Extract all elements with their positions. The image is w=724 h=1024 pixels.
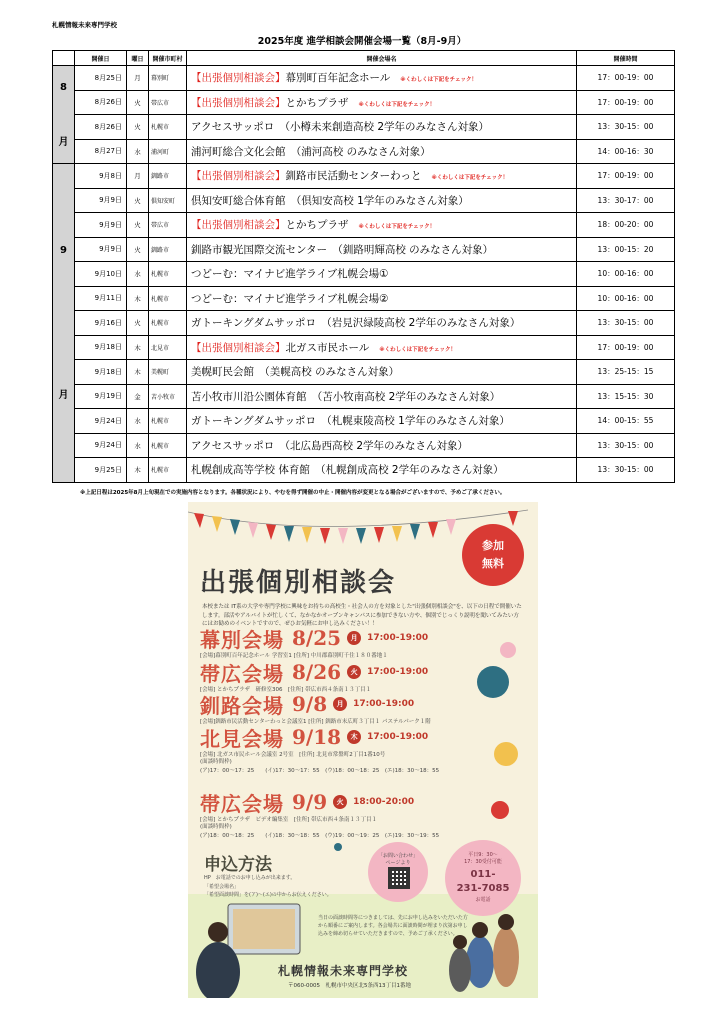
school-name-header: 札幌情報未来専門学校 xyxy=(52,21,117,29)
cell-date: 9月9日 xyxy=(75,237,127,262)
cell-date: 9月9日 xyxy=(75,213,127,238)
cell-weekday: 火 xyxy=(127,311,149,336)
cell-date: 9月19日 xyxy=(75,384,127,409)
contact-page-link[interactable]: 「お問い合わせ」 ページより xyxy=(368,842,428,902)
check-note: ※くわしくは下記をチェック！ xyxy=(400,77,477,84)
event-time: 17:00-19:00 xyxy=(367,732,429,742)
cell-city: 帯広市 xyxy=(149,90,187,115)
venue-name: 北ガス市民ホール xyxy=(285,341,370,354)
event-place: 釧路会場 xyxy=(200,693,284,718)
event-tag: 【出張個別相談会】 xyxy=(191,72,286,85)
cell-city: 北見市 xyxy=(149,335,187,360)
cell-date: 9月8日 xyxy=(75,164,127,189)
cell-time: 13：30-15：00 xyxy=(577,433,675,458)
cell-date: 8月27日 xyxy=(75,139,127,164)
event-time: 18:00-20:00 xyxy=(353,797,415,807)
notice-text: 当日の面談時間等につきましては、先にお申し込みをいただいた方から順番にご案内します。各会場共に面談時間が埋まり次第お申し込みを締め切らせていただきますので、予めご了承ください。 xyxy=(318,915,468,937)
cell-venue xyxy=(187,286,577,311)
table-row xyxy=(53,262,675,287)
cell-time: 17：00-19：00 xyxy=(577,66,675,91)
cell-weekday: 火 xyxy=(127,237,149,262)
cell-weekday: 月 xyxy=(127,66,149,91)
venue-name: アクセスサッポロ （小樽未来創造高校 2学年のみなさん対象） xyxy=(191,121,490,134)
cell-time: 17：00-19：00 xyxy=(577,90,675,115)
cell-weekday: 水 xyxy=(127,433,149,458)
venue-name: 倶知安町総合体育館 （倶知安高校 1学年のみなさん対象） xyxy=(191,194,469,207)
cell-weekday: 火 xyxy=(127,188,149,213)
cell-date: 9月18日 xyxy=(75,335,127,360)
badge-line2: 無料 xyxy=(482,557,504,570)
event-address: [会場]幕別町百年記念ホール 学習室1 [住所] 中川郡幕別町千住１８０番地１ xyxy=(200,653,388,659)
table-row xyxy=(53,164,675,189)
event-date: 9/9 xyxy=(292,790,328,814)
check-note: ※くわしくは下記をチェック！ xyxy=(358,101,436,108)
apply-title: 申込方法 xyxy=(204,855,272,875)
cell-time: 13：00-15：20 xyxy=(577,237,675,262)
cell-city: 釧路市 xyxy=(149,237,187,262)
event-weekday: 月 xyxy=(333,697,347,711)
event-block xyxy=(200,660,428,693)
event-block xyxy=(200,725,439,776)
cell-city: 札幌市 xyxy=(149,433,187,458)
qr-code-icon[interactable] xyxy=(388,867,410,889)
venue-name: ガトーキングダムサッポロ （岩見沢緑陵高校 2学年のみなさん対象） xyxy=(191,317,521,330)
cell-city: 札幌市 xyxy=(149,286,187,311)
flyer xyxy=(188,502,538,998)
cell-time: 10：00-16：00 xyxy=(577,286,675,311)
cell-venue xyxy=(187,458,577,483)
cell-weekday: 水 xyxy=(127,409,149,434)
cell-venue xyxy=(187,139,577,164)
cell-weekday: 木 xyxy=(127,360,149,385)
cell-venue xyxy=(187,409,577,434)
event-date: 8/26 xyxy=(292,660,342,684)
table-row xyxy=(53,409,675,434)
check-note: ※くわしくは下記をチェック！ xyxy=(379,346,456,353)
event-time: 17:00-19:00 xyxy=(367,667,429,677)
venue-name: つどーむ：マイナビ進学ライブ札幌会場① xyxy=(191,268,389,281)
cell-city: 札幌市 xyxy=(149,311,187,336)
cell-venue xyxy=(187,311,577,336)
cell-weekday: 月 xyxy=(127,164,149,189)
cell-city: 浦河町 xyxy=(149,139,187,164)
cell-city: 苫小牧市 xyxy=(149,384,187,409)
cell-date: 9月25日 xyxy=(75,458,127,483)
event-weekday: 火 xyxy=(347,665,361,679)
table-header-row xyxy=(53,51,675,66)
cell-city: 倶知安町 xyxy=(149,188,187,213)
event-slots-label: (面談時間枠) xyxy=(200,824,232,830)
cell-weekday: 火 xyxy=(127,90,149,115)
cell-time: 14：00-16：30 xyxy=(577,139,675,164)
table-row xyxy=(53,458,675,483)
event-tag: 【出張個別相談会】 xyxy=(191,170,286,183)
cell-city: 釧路市 xyxy=(149,164,187,189)
venue-name: アクセスサッポロ （北広島西高校 2学年のみなさん対象） xyxy=(191,439,469,452)
event-date: 9/8 xyxy=(292,692,328,716)
event-block xyxy=(200,692,431,725)
cell-time: 17：00-19：00 xyxy=(577,335,675,360)
table-row xyxy=(53,90,675,115)
cell-weekday: 木 xyxy=(127,286,149,311)
table-row xyxy=(53,311,675,336)
cell-venue xyxy=(187,237,577,262)
cell-city: 札幌市 xyxy=(149,262,187,287)
event-date: 9/18 xyxy=(292,725,342,749)
apply-text: HP お電話でのお申し込みが出来ます。 「希望会場名」 「希望面談時間」を(ア)～(エ)の中からお伝えください。 xyxy=(204,875,332,898)
table-row xyxy=(53,115,675,140)
col-city: 開催市町村 xyxy=(149,51,187,66)
col-date: 開催日 xyxy=(75,51,127,66)
cell-venue xyxy=(187,262,577,287)
flyer-title: 出張個別相談会 xyxy=(200,568,397,598)
event-weekday: 木 xyxy=(347,730,361,744)
cell-venue xyxy=(187,164,577,189)
event-address: [会場] 北ガス市民ホール会議室 2号室 [住所] 北見市常盤町2丁目1番10号 xyxy=(200,752,386,758)
cell-venue xyxy=(187,360,577,385)
cell-venue xyxy=(187,115,577,140)
event-block xyxy=(200,626,428,659)
col-time: 開催時間 xyxy=(577,51,675,66)
cell-date: 9月24日 xyxy=(75,409,127,434)
table-row xyxy=(53,139,675,164)
event-tag: 【出張個別相談会】 xyxy=(191,96,286,109)
cell-time: 14：00-15：55 xyxy=(577,409,675,434)
cell-weekday: 金 xyxy=(127,384,149,409)
table-row xyxy=(53,66,675,91)
table-row xyxy=(53,433,675,458)
venue-name: 浦河町総合文化会館 （浦河高校 のみなさん対象） xyxy=(191,145,431,158)
cell-city: 美幌町 xyxy=(149,360,187,385)
event-place: 帯広会場 xyxy=(200,661,284,686)
cell-date: 9月24日 xyxy=(75,433,127,458)
phone-contact: 平日9：30～ 17：30受付可能 011- 231-7085 お電話 xyxy=(445,840,521,916)
cell-city: 幕別町 xyxy=(149,66,187,91)
cell-date: 8月26日 xyxy=(75,115,127,140)
cell-weekday: 火 xyxy=(127,213,149,238)
month-label: 8 月 xyxy=(53,66,75,164)
cell-time: 17：00-19：00 xyxy=(577,164,675,189)
event-place: 北見会場 xyxy=(200,726,284,751)
cell-time: 13：30-15：00 xyxy=(577,458,675,483)
cell-date: 9月16日 xyxy=(75,311,127,336)
event-tag: 【出張個別相談会】 xyxy=(191,341,286,354)
venue-name: とかちプラザ xyxy=(285,219,349,232)
cell-city: 札幌市 xyxy=(149,458,187,483)
cell-venue xyxy=(187,433,577,458)
event-time: 17:00-19:00 xyxy=(367,633,429,643)
table-row xyxy=(53,237,675,262)
venue-name: とかちプラザ xyxy=(285,96,349,109)
event-place: 帯広会場 xyxy=(200,791,284,816)
col-weekday: 曜日 xyxy=(127,51,149,66)
cell-city: 札幌市 xyxy=(149,115,187,140)
cell-venue xyxy=(187,384,577,409)
month-label: 9 月 xyxy=(53,164,75,483)
free-badge xyxy=(462,524,524,586)
table-row xyxy=(53,188,675,213)
cell-time: 13：30-15：00 xyxy=(577,115,675,140)
table-row xyxy=(53,213,675,238)
cell-date: 9月18日 xyxy=(75,360,127,385)
event-tag: 【出張個別相談会】 xyxy=(191,219,286,232)
cell-venue xyxy=(187,90,577,115)
table-row xyxy=(53,360,675,385)
venue-name: ガトーキングダムサッポロ （札幌東陵高校 1学年のみなさん対象） xyxy=(191,415,510,428)
cell-city: 札幌市 xyxy=(149,409,187,434)
cell-venue xyxy=(187,66,577,91)
event-slots: (ア)18：00～18：25 (イ)18：30～18：55 (ウ)19：00～19：25 (エ)19：30～19：55 xyxy=(200,832,440,839)
cell-date: 8月26日 xyxy=(75,90,127,115)
event-place: 幕別会場 xyxy=(200,627,284,652)
cell-weekday: 水 xyxy=(127,139,149,164)
cell-venue xyxy=(187,335,577,360)
cell-time: 13：30-15：00 xyxy=(577,311,675,336)
cell-time: 13：30-17：00 xyxy=(577,188,675,213)
event-time: 17:00-19:00 xyxy=(353,699,415,709)
cell-date: 8月25日 xyxy=(75,66,127,91)
document-title: 2025年度 進学相談会開催会場一覧（8月-9月） xyxy=(257,36,467,47)
footer-address: 〒060-0005 札幌市中央区北5条西13丁目1番地 xyxy=(288,983,411,989)
cell-time: 10：00-16：00 xyxy=(577,262,675,287)
venue-name: 苫小牧市川沿公園体育館 （苫小牧南高校 2学年のみなさん対象） xyxy=(191,390,501,403)
venue-name: つどーむ：マイナビ進学ライブ札幌会場② xyxy=(191,292,389,305)
cell-city: 帯広市 xyxy=(149,213,187,238)
venue-name: 美幌町民会館 （美幌高校 のみなさん対象） xyxy=(191,366,400,379)
check-note: ※くわしくは下記をチェック！ xyxy=(358,224,436,231)
badge-line1: 参加 xyxy=(482,539,504,553)
cell-time: 18：00-20：00 xyxy=(577,213,675,238)
cell-weekday: 木 xyxy=(127,458,149,483)
cell-time: 13：15-15：30 xyxy=(577,384,675,409)
cell-venue xyxy=(187,188,577,213)
table-row xyxy=(53,384,675,409)
venue-name: 釧路市民活動センターわっと xyxy=(285,170,422,183)
event-slots: (ア)17：00～17：25 (イ)17：30～17：55 (ウ)18：00～18：25 (エ)18：30～18：55 xyxy=(200,767,440,774)
cell-venue xyxy=(187,213,577,238)
check-note: ※くわしくは下記をチェック！ xyxy=(431,175,509,182)
table-row xyxy=(53,335,675,360)
cell-time: 13：25-15：15 xyxy=(577,360,675,385)
event-address: [会場]釧路市民活動センターわっと会議室1 [住所] 釧路市末広町３丁目１ パステルパーク１階 xyxy=(200,719,431,725)
event-address: [会場] とかちプラザ 研修室306 [住所] 帯広市西４条南１３丁目１ xyxy=(200,687,372,693)
venue-name: 札幌創成高等学校 体育館 （札幌創成高校 2学年のみなさん対象） xyxy=(191,464,504,477)
cell-date: 9月9日 xyxy=(75,188,127,213)
footer-school-name: 札幌情報未来専門学校 xyxy=(278,964,409,978)
flyer-intro: 本校または IT系の大学や専門学校に興味をお持ちの高校生・社会人の方を対象とした"出張個別相談会"を、以下の日程で開催いたします。部活やアルバイトが忙しくて、なかなかオープンキャンパスに参加できない方や、個別でじっくり説明を聞いてみたい方にはお勧めのイベントですので、ぜひお気軽にお申し込みください！！ xyxy=(202,604,522,628)
cell-date: 9月11日 xyxy=(75,286,127,311)
event-weekday: 月 xyxy=(347,631,361,645)
venue-name: 幕別町百年記念ホール xyxy=(285,72,391,85)
event-address: [会場] とかちプラザ ビデオ編集室 [住所] 帯広市西４条南１３丁目１ xyxy=(200,817,377,823)
table-row xyxy=(53,286,675,311)
event-weekday: 火 xyxy=(333,795,347,809)
venue-name: 釧路市観光国際交流センター （釧路明輝高校 のみなさん対象） xyxy=(191,243,494,256)
cell-weekday: 木 xyxy=(127,335,149,360)
footnote: ※上記日程は2025年8月上旬現在での実施内容となります。各種状況により、やむを得ず開催の中止・開催内容が変更となる場合がございますので、予めご了承ください。 xyxy=(80,490,506,496)
event-date: 8/25 xyxy=(292,626,342,650)
col-venue: 開催会場名 xyxy=(187,51,577,66)
schedule-table xyxy=(52,50,675,483)
cell-weekday: 火 xyxy=(127,115,149,140)
event-block xyxy=(200,790,439,841)
cell-date: 9月10日 xyxy=(75,262,127,287)
cell-weekday: 水 xyxy=(127,262,149,287)
event-slots-label: (面談時間枠) xyxy=(200,759,232,765)
